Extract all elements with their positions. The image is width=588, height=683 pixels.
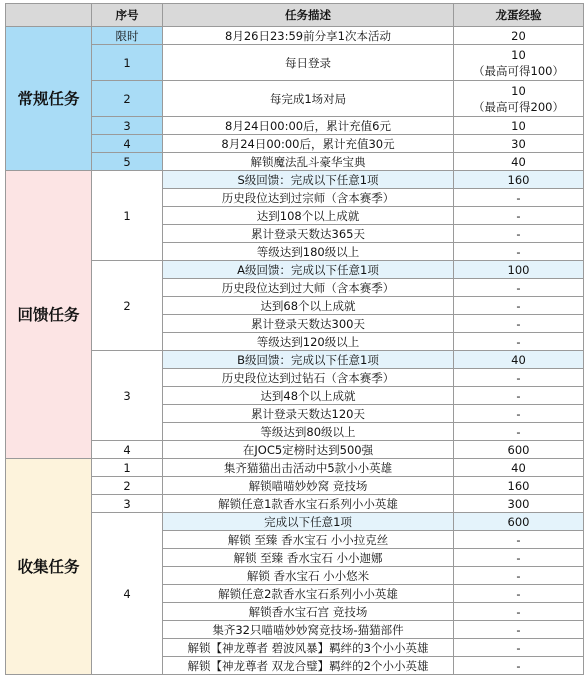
task-desc: 达到68个以上成就 (163, 297, 454, 315)
task-exp: - (454, 531, 584, 549)
task-exp: - (454, 279, 584, 297)
task-exp: 10 (454, 117, 584, 135)
task-seq: 4 (92, 513, 163, 675)
header-desc: 任务描述 (163, 4, 454, 27)
task-desc: 集齐猫猫出击活动中5款小小英雄 (163, 459, 454, 477)
task-desc: 8月24日00:00后，累计充值6元 (163, 117, 454, 135)
task-exp: 30 (454, 135, 584, 153)
task-exp: - (454, 297, 584, 315)
task-desc: 8月24日00:00后，累计充值30元 (163, 135, 454, 153)
regular-row (6, 117, 584, 135)
task-exp: - (454, 333, 584, 351)
task-desc: 每完成1场对局 (163, 81, 454, 117)
task-desc: 等级达到80级以上 (163, 423, 454, 441)
task-exp: 160 (454, 171, 584, 189)
category-regular: 常规任务 (6, 27, 92, 171)
exp-note: （最高可得100） (473, 63, 564, 78)
task-exp: - (454, 549, 584, 567)
task-exp: - (454, 621, 584, 639)
task-exp: - (454, 369, 584, 387)
task-exp: 600 (454, 513, 584, 531)
task-desc: 解锁喵喵妙妙窝 竞技场 (163, 477, 454, 495)
feedback-group-header (6, 171, 584, 189)
task-desc: 解锁 至臻 香水宝石 小小迦娜 (163, 549, 454, 567)
regular-row (6, 27, 584, 45)
task-seq: 3 (92, 351, 163, 441)
header-exp: 龙蛋经验 (454, 4, 584, 27)
task-seq: 限时 (92, 27, 163, 45)
task-desc: 在JOC5定榜时达到500强 (163, 441, 454, 459)
task-exp: 600 (454, 441, 584, 459)
task-desc: 解锁【神龙尊者 双龙合璧】羁绊的2个小小英雄 (163, 657, 454, 675)
task-exp (454, 81, 584, 117)
task-seq: 5 (92, 153, 163, 171)
task-desc: 解锁任意1款香水宝石系列小小英雄 (163, 495, 454, 513)
task-desc: 解锁任意2款香水宝石系列小小英雄 (163, 585, 454, 603)
task-exp: - (454, 189, 584, 207)
task-exp: 100 (454, 261, 584, 279)
feedback-group-header (6, 351, 584, 369)
task-desc: 历史段位达到过大师（含本赛季） (163, 279, 454, 297)
task-exp: - (454, 423, 584, 441)
group-title: 完成以下任意1项 (163, 513, 454, 531)
exp-note: （最高可得200） (473, 99, 564, 114)
task-desc: 每日登录 (163, 45, 454, 81)
task-seq: 1 (92, 171, 163, 261)
regular-row (6, 45, 584, 81)
group-title: A级回馈：完成以下任意1项 (163, 261, 454, 279)
task-exp: 40 (454, 459, 584, 477)
task-seq: 2 (92, 261, 163, 351)
task-seq: 1 (92, 45, 163, 81)
task-exp: - (454, 585, 584, 603)
task-seq: 2 (92, 477, 163, 495)
category-collect: 收集任务 (6, 459, 92, 675)
header-category (6, 4, 92, 27)
task-exp: - (454, 603, 584, 621)
task-exp: - (454, 315, 584, 333)
task-desc: 集齐32只喵喵妙妙窝竞技场-猫猫部件 (163, 621, 454, 639)
task-exp: - (454, 207, 584, 225)
regular-row (6, 81, 584, 117)
task-exp: 300 (454, 495, 584, 513)
group-title: S级回馈：完成以下任意1项 (163, 171, 454, 189)
task-desc: 累计登录天数达120天 (163, 405, 454, 423)
task-desc: 等级达到180级以上 (163, 243, 454, 261)
task-seq: 3 (92, 117, 163, 135)
task-exp: 40 (454, 351, 584, 369)
task-desc: 解锁魔法乱斗豪华宝典 (163, 153, 454, 171)
regular-row (6, 135, 584, 153)
task-seq: 2 (92, 81, 163, 117)
collect-row (6, 459, 584, 477)
task-exp: - (454, 225, 584, 243)
task-exp (454, 45, 584, 81)
group-title: B级回馈：完成以下任意1项 (163, 351, 454, 369)
task-exp: 40 (454, 153, 584, 171)
collect-group-header (6, 513, 584, 531)
task-seq: 4 (92, 135, 163, 153)
task-desc: 解锁【神龙尊者 碧波风暴】羁绊的3个小小英雄 (163, 639, 454, 657)
header-seq: 序号 (92, 4, 163, 27)
task-desc: 累计登录天数达300天 (163, 315, 454, 333)
exp-value: 10 (511, 83, 526, 98)
task-desc: 解锁 香水宝石 小小悠米 (163, 567, 454, 585)
collect-row (6, 495, 584, 513)
task-exp: - (454, 405, 584, 423)
task-seq: 1 (92, 459, 163, 477)
task-exp: 160 (454, 477, 584, 495)
category-feedback: 回馈任务 (6, 171, 92, 459)
task-desc: 8月26日23:59前分享1次本活动 (163, 27, 454, 45)
exp-value: 10 (511, 47, 526, 62)
task-desc: 等级达到120级以上 (163, 333, 454, 351)
task-desc: 解锁 至臻 香水宝石 小小拉克丝 (163, 531, 454, 549)
regular-row (6, 153, 584, 171)
task-exp: - (454, 657, 584, 675)
task-seq: 3 (92, 495, 163, 513)
task-desc: 历史段位达到过宗师（含本赛季） (163, 189, 454, 207)
task-desc: 解锁香水宝石宫 竞技场 (163, 603, 454, 621)
task-exp: - (454, 639, 584, 657)
task-desc: 累计登录天数达365天 (163, 225, 454, 243)
task-exp: - (454, 387, 584, 405)
task-desc: 达到108个以上成就 (163, 207, 454, 225)
feedback-row (6, 441, 584, 459)
feedback-group-header (6, 261, 584, 279)
task-desc: 达到48个以上成就 (163, 387, 454, 405)
task-exp: 20 (454, 27, 584, 45)
collect-row (6, 477, 584, 495)
task-exp: - (454, 567, 584, 585)
task-table (5, 3, 584, 675)
task-desc: 历史段位达到过钻石（含本赛季） (163, 369, 454, 387)
task-exp: - (454, 243, 584, 261)
task-seq: 4 (92, 441, 163, 459)
